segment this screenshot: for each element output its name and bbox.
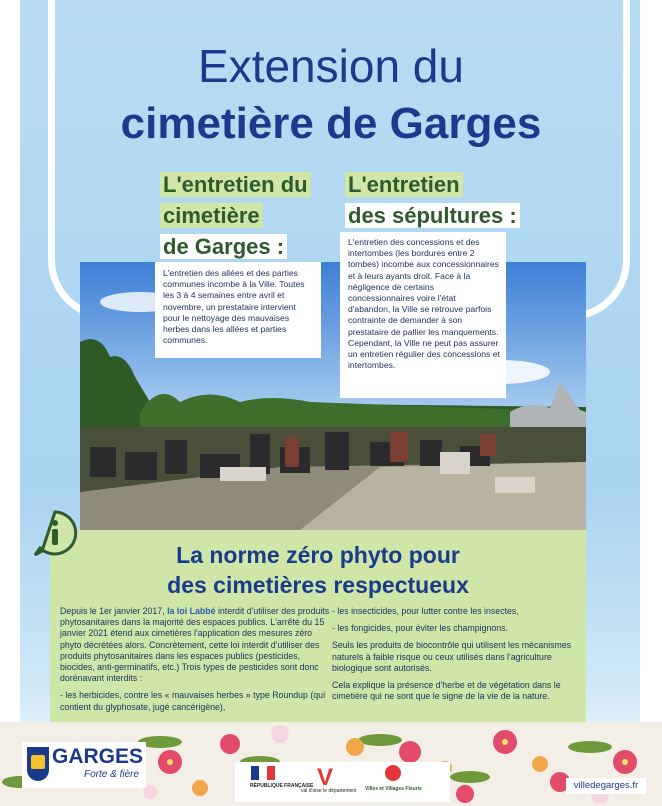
logo-tagline: Forte & fière — [84, 769, 140, 780]
info-paragraph — [60, 606, 335, 684]
partner-val-oise: val d'oise le département — [301, 788, 357, 794]
section2-heading-line2: des sépultures : — [345, 201, 520, 231]
val-oise-mark: V — [317, 764, 334, 791]
section1-heading-line2: cimetière — [160, 201, 263, 231]
info-heading-line2: des cimetières respectueux — [167, 572, 469, 598]
page-title-line2: cimetière de Garges — [120, 99, 542, 148]
partner-logos — [235, 762, 450, 802]
info-heading — [50, 540, 586, 600]
info-column-right — [332, 606, 587, 708]
section2-text: L'entretien des concessions et des intertombes (les bordures entre 2 tombes) incombe aux concessionnaires et à leurs ayants droit. Face à la négligence de certains concessionnaires voire l'état d'abandon, la Ville se retrouve parfois contrainte de demander à son prestataire de pallier les manquements. Cependant, la Ville ne peut pas assurer un entretien régulier des concessions et intertombes. — [340, 232, 506, 398]
logo-name: GARGES — [52, 745, 144, 768]
partner-villes-fleuris: Villes et Villages Fleuris — [365, 786, 422, 792]
list-item: - les insecticides, pour lutter contre les insectes, — [332, 606, 519, 616]
flower-label-icon — [385, 765, 401, 781]
loi-labbe-link: la loi Labbé — [167, 606, 216, 616]
section2-heading-line1: L'entretien — [345, 170, 463, 200]
info-paragraph: Seuls les produits de biocontrôle qui utilisent les mécanismes naturels à faible risque ou ceux utilisés dans l'agriculture biologique sont autorisés. — [332, 640, 572, 673]
list-item: - les fongicides, pour éviter les champignons. — [332, 623, 509, 634]
section1-text: L'entretien des allées et des parties communes incombe à la Ville. Toutes les 3 à 4 semaines entre avril et novembre, un prestataire intervient pour le nettoyage des mauvaises herbes dans les allées et parties communes. — [155, 262, 321, 358]
info-heading-line1: La norme zéro phyto pour — [176, 542, 460, 568]
page-title-line1: Extension du — [198, 40, 464, 92]
partner-republique: RÉPUBLIQUE FRANÇAISE — [250, 783, 314, 789]
website-link[interactable]: villedegarges.fr — [566, 778, 646, 794]
garges-shield-icon — [27, 747, 49, 781]
garges-logo — [22, 742, 146, 788]
section1-heading-line3: de Garges : — [160, 232, 287, 262]
french-flag-icon — [251, 766, 275, 780]
info-column-left — [60, 606, 335, 719]
list-item: - les herbicides, contre les « mauvaises herbes » type Roundup (qui contient du glyphosate, jugé cancérigène), — [60, 690, 326, 712]
info-intro-end: interdit d'utiliser des produits phytosanitaires dans la majorité des espaces publics. L'arrêté du 15 janvier 2021 étend aux cimetières l'application des mesures zéro phyto décrétées alors. Concrètement, cette loi interdit d'utiliser des produits phytosanitaires dans les espaces publics (pesticides, biocides, anti-germinatifs, etc.) Trois types de pesticides sont donc dorénavant interdits : — [60, 606, 330, 684]
info-intro-start: Depuis le 1er janvier 2017, — [60, 606, 168, 616]
section1-heading-line1: L'entretien du — [160, 170, 311, 200]
info-paragraph: Cela explique la présence d'herbe et de végétation dans le cimetière qui ne sont que le signe de la vie de la nature. — [332, 680, 561, 702]
